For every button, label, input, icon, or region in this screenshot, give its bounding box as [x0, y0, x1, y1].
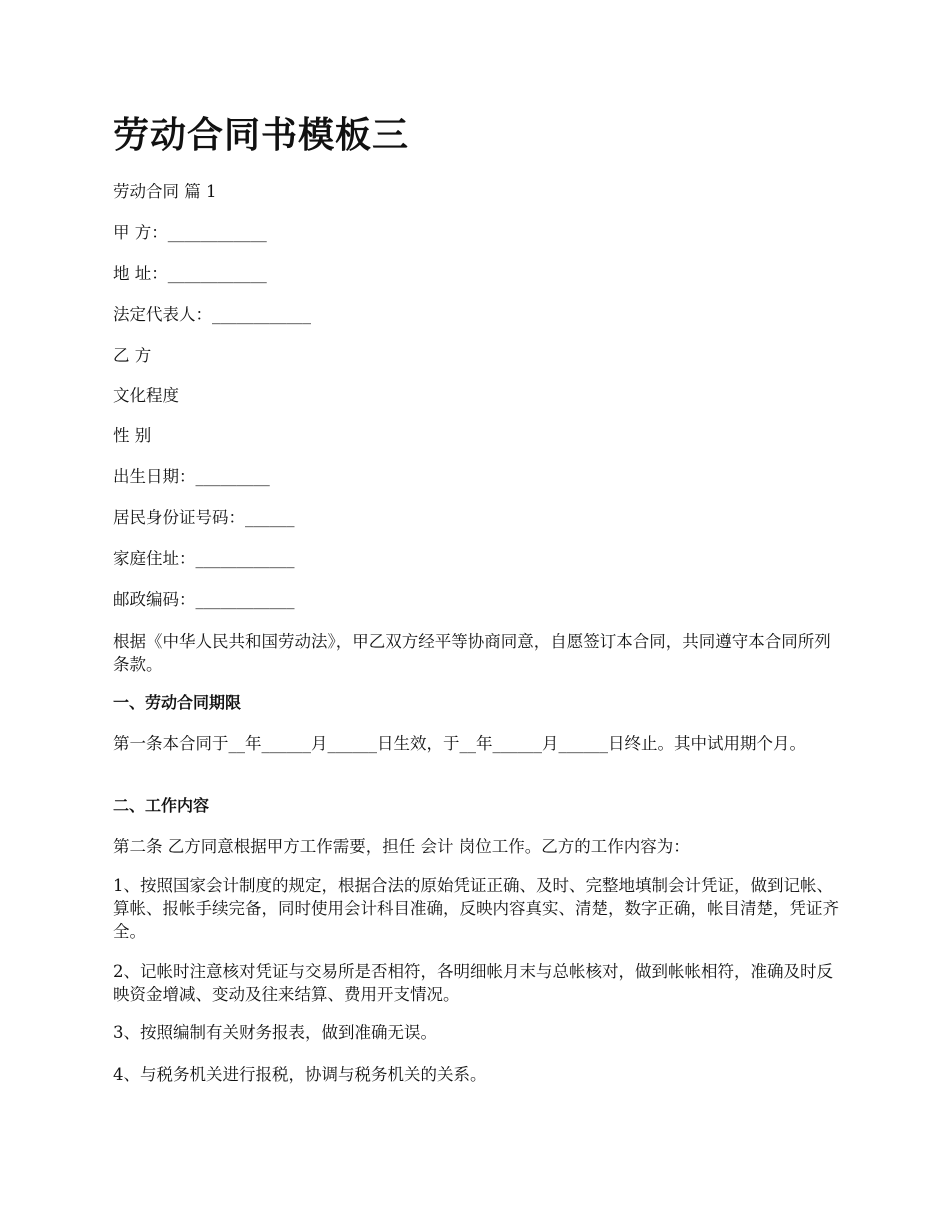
duty-item-2: 2、记帐时注意核对凭证与交易所是否相符，各明细帐月末与总帐核对，做到帐帐相符，准确及时反映资金增减、变动及往来结算、费用开支情况。 [113, 962, 833, 1004]
article-two-paragraph: 第二条 乙方同意根据甲方工作需要，担任 会计 岗位工作。乙方的工作内容为： [113, 837, 690, 856]
field-birth-date: 出生日期：_________ [113, 467, 270, 486]
article-one-paragraph: 第一条本合同于__年______月______日生效，于__年______月______日终止。其中试用期个月。 [113, 734, 806, 753]
field-postal-code: 邮政编码：____________ [113, 590, 295, 609]
field-gender: 性 别 [113, 426, 152, 445]
duty-item-1: 1、按照国家会计制度的规定，根据合法的原始凭证正确、及时、完整地填制会计凭证，做到记帐、算帐、报帐手续完备，同时使用会计科目准确，反映内容真实、清楚，数字正确，帐目清楚，凭证齐全。 [113, 876, 839, 941]
field-party-a: 甲 方：____________ [113, 223, 267, 242]
section-heading-contract-term: 一、劳动合同期限 [113, 693, 242, 712]
section-heading-work-content: 二、工作内容 [113, 796, 210, 815]
document-subtitle: 劳动合同 篇 1 [113, 182, 217, 201]
field-home-address: 家庭住址：____________ [113, 549, 295, 568]
field-address: 地 址：____________ [113, 264, 267, 283]
field-education: 文化程度 [113, 386, 179, 405]
document-title: 劳动合同书模板三 [113, 115, 410, 156]
field-party-b: 乙 方 [113, 346, 152, 365]
duty-item-3: 3、按照编制有关财务报表，做到准确无误。 [113, 1023, 437, 1042]
field-id-number: 居民身份证号码：______ [113, 508, 295, 527]
intro-paragraph: 根据《中华人民共和国劳动法》，甲乙双方经平等协商同意，自愿签订本合同，共同遵守本合同所列条款。 [113, 632, 831, 674]
duty-item-4: 4、与税务机关进行报税，协调与税务机关的关系。 [113, 1065, 487, 1084]
field-legal-representative: 法定代表人：____________ [113, 305, 311, 324]
